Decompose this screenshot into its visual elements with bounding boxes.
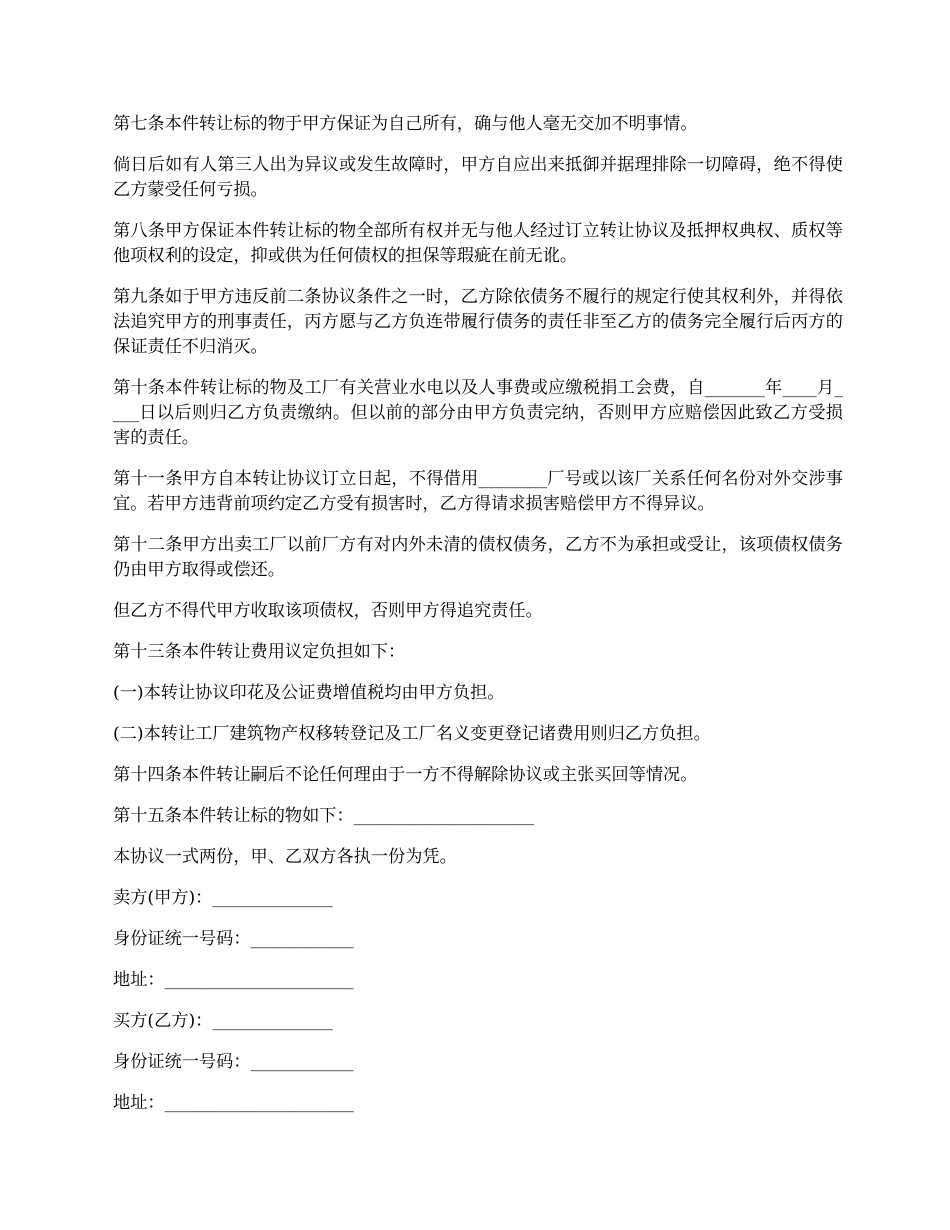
- clause-14: 第十四条本件转让嗣后不论任何理由于一方不得解除协议或主张买回等情况。: [113, 765, 698, 785]
- seller-id-line: 身份证统一号码：____________: [113, 929, 354, 949]
- clause-12: 第十二条甲方出卖工厂以前厂方有对内外未清的债权债务，乙方不为承担或受让，该项债权债务仍由甲方取得或偿还。: [113, 535, 843, 580]
- document-body: [113, 112, 843, 1132]
- clause-13: 第十三条本件转让费用议定负担如下：: [113, 642, 406, 662]
- clause-7-supplement: 倘日后如有人第三人出为异议或发生故障时，甲方自应出来抵御并据理排除一切障碍，绝不得使乙方蒙受任何亏损。: [113, 155, 843, 200]
- clause-8: 第八条甲方保证本件转让标的物全部所有权并无与他人经过订立转让协议及抵押权典权、质权等他项权利的设定，抑或供为任何债权的担保等瑕疵在前无讹。: [113, 221, 843, 266]
- seller-address-line: 地址：______________________: [113, 970, 354, 990]
- buyer-address-line: 地址：______________________: [113, 1093, 354, 1113]
- clause-13-item-1: (一)本转让协议印花及公证费增值税均由甲方负担。: [113, 683, 505, 703]
- clause-15: 第十五条本件转让标的物如下：_____________________: [113, 806, 535, 826]
- seller-line: 卖方(甲方)：______________: [113, 888, 333, 908]
- clause-10: 第十条本件转让标的物及工厂有关营业水电以及人事费或应缴税捐工会费，自_______年____月____日以后则归乙方负责缴纳。但以前的部分由甲方负责完纳，否则甲方应赔偿因此致乙方受损害的责任。: [113, 378, 843, 448]
- clause-7: 第七条本件转让标的物于甲方保证为自己所有，确与他人毫无交加不明事情。: [113, 114, 698, 134]
- buyer-line: 买方(乙方)：______________: [113, 1011, 333, 1031]
- buyer-id-line: 身份证统一号码：____________: [113, 1052, 354, 1072]
- clause-9: 第九条如于甲方违反前二条协议条件之一时，乙方除依债务不履行的规定行使其权利外，并得依法追究甲方的刑事责任，丙方愿与乙方负连带履行债务的责任非至乙方的债务完全履行后丙方的保证责任不归消灭。: [113, 287, 843, 357]
- clause-13-item-2: (二)本转让工厂建筑物产权移转登记及工厂名义变更登记诸费用则归乙方负担。: [113, 724, 711, 744]
- clause-12-supplement: 但乙方不得代甲方收取该项债权，否则甲方得追究责任。: [113, 601, 543, 621]
- copies-statement: 本协议一式两份，甲、乙双方各执一份为凭。: [113, 847, 457, 867]
- clause-11: 第十一条甲方自本转让协议订立日起，不得借用________厂号或以该厂关系任何名份对外交涉事宜。若甲方违背前项约定乙方受有损害时，乙方得请求损害赔偿甲方不得异议。: [113, 469, 843, 514]
